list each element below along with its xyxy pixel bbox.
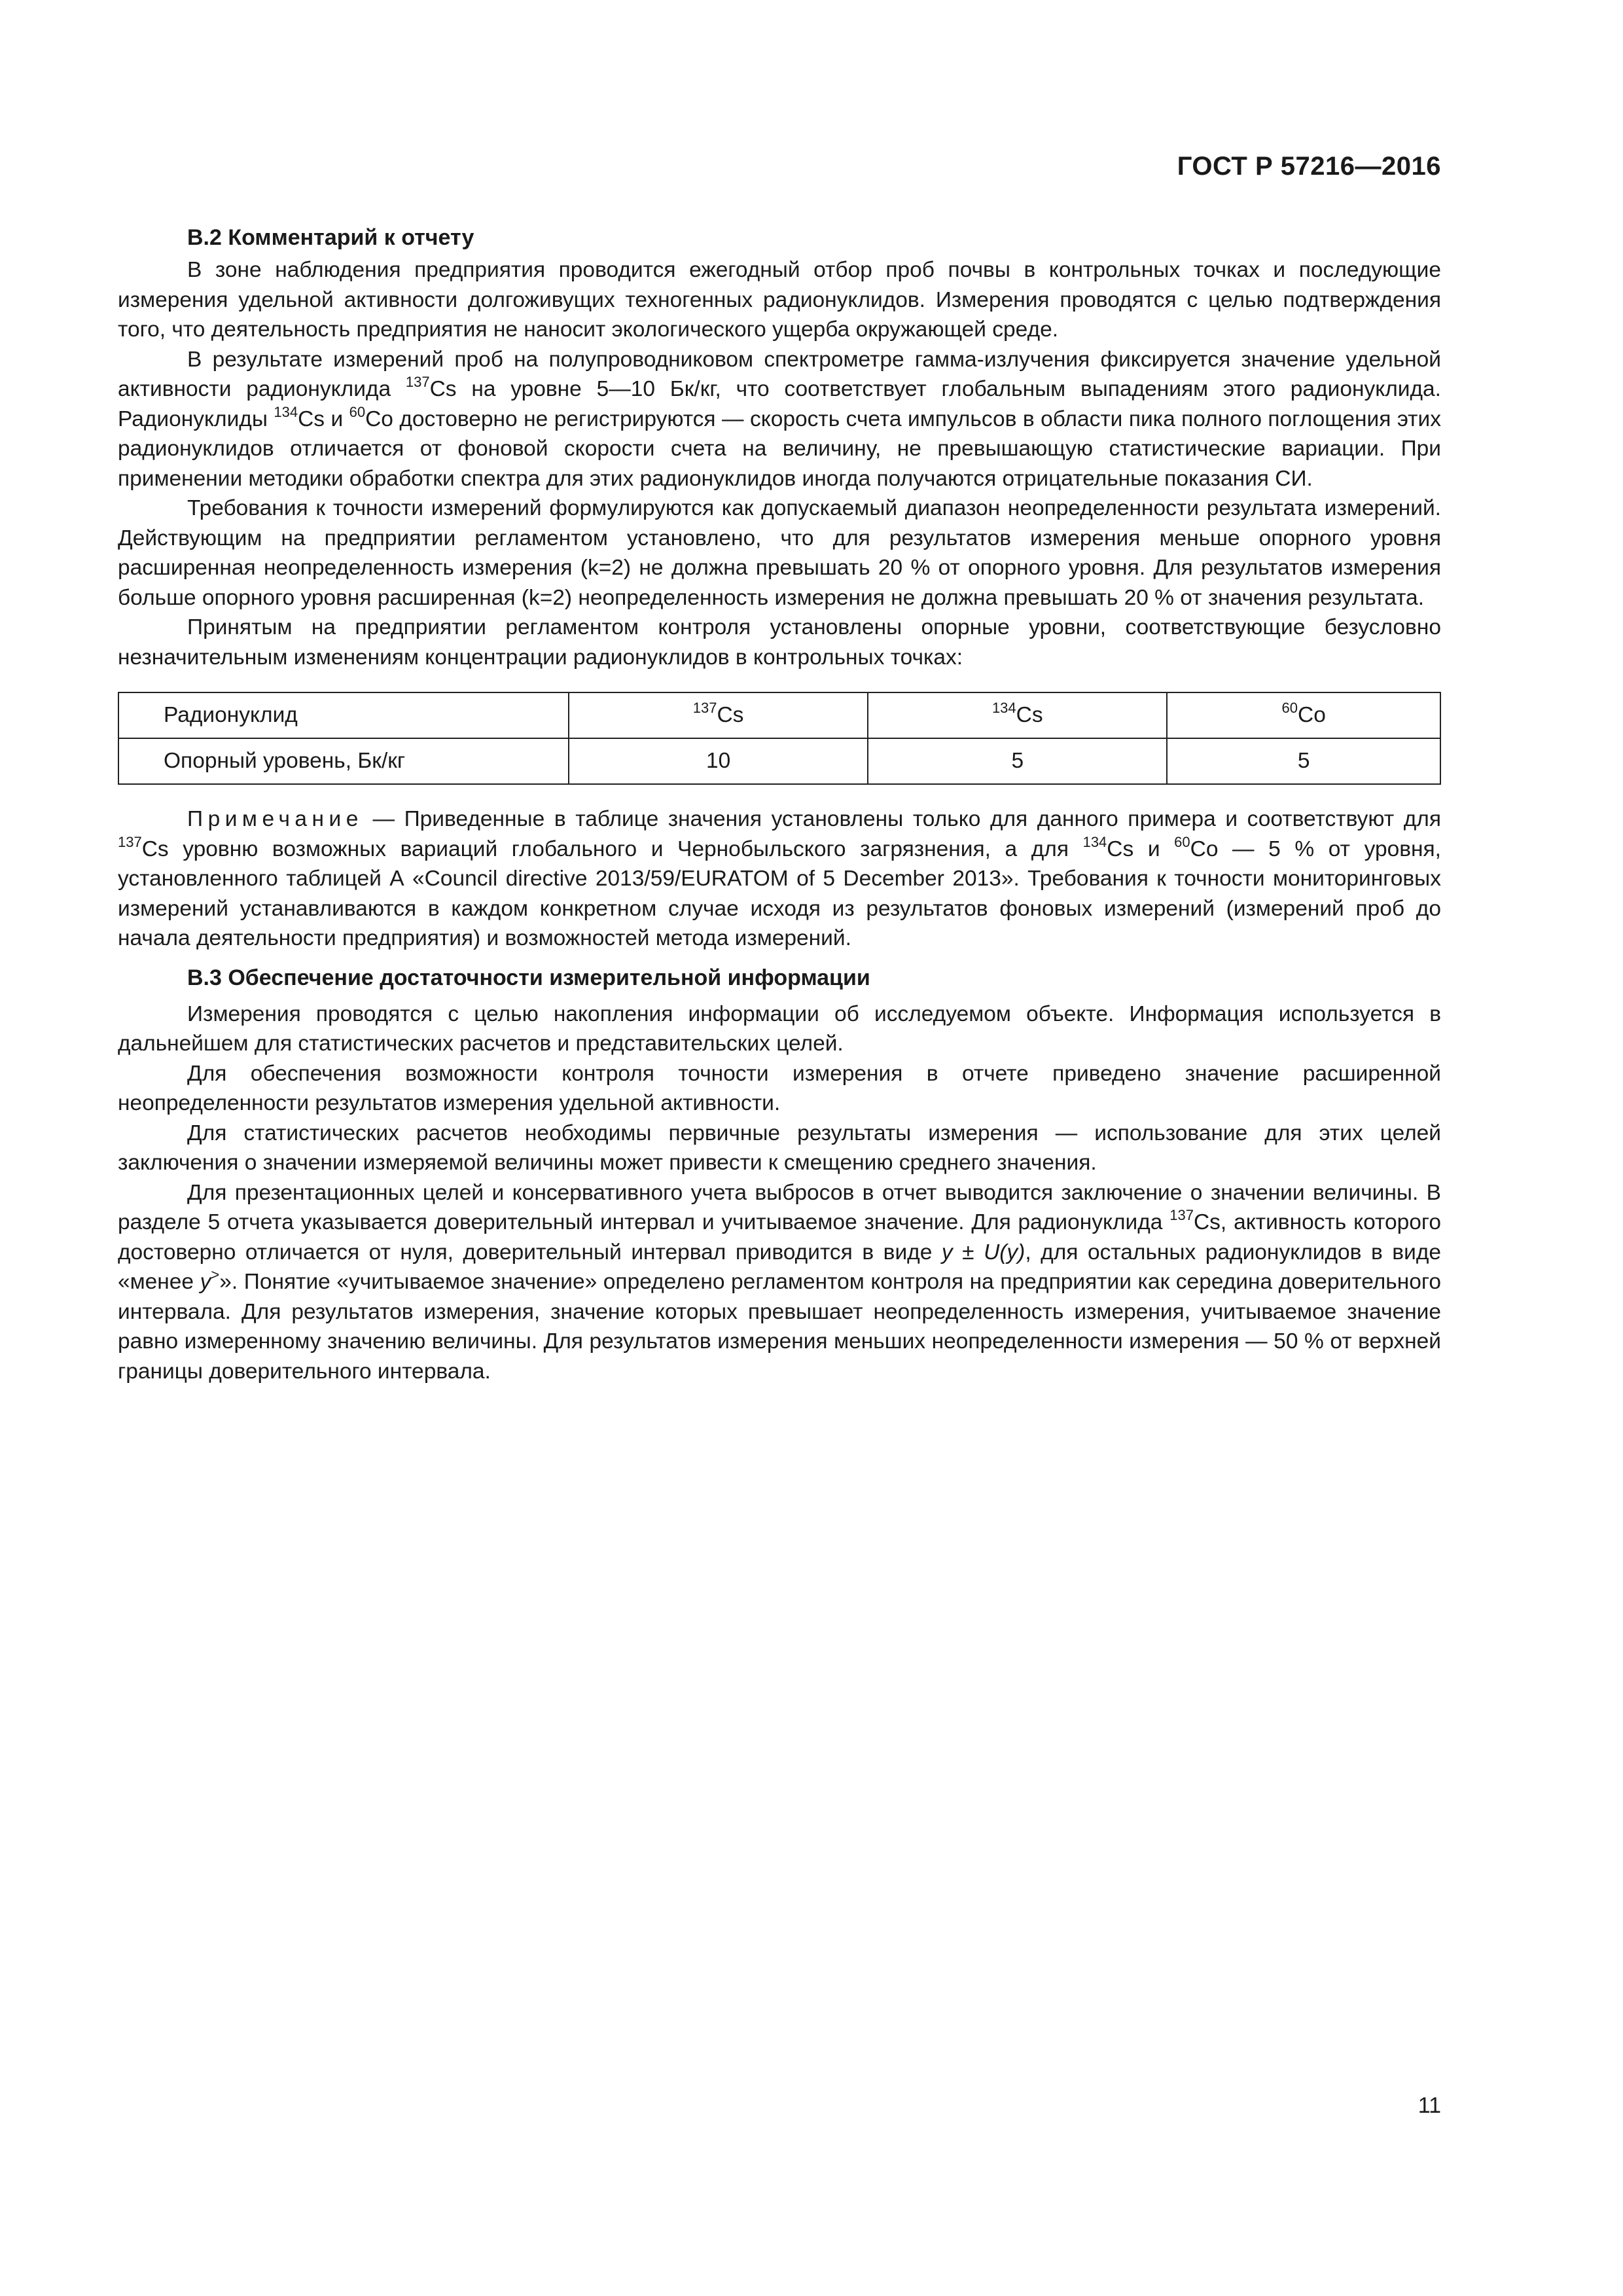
paragraph: В результате измерений проб на полупроводниковом спектрометре гамма-излучения фиксируется значение удельной активности радионуклида $^{137}$Cs на уровне 5—10 Бк/кг, что соответствует глобальным выпадениям этого радионуклида. Радионуклиды $^{134}$Cs и $^{60}$Co достоверно не регистрируются — скорость счета импульсов в области пика полного поглощения этих радионуклидов отличается от фоновой скорости счета на величину, не превышающую статистические вариации. При применении методики обработки спектра для этих радионуклидов иногда получаются отрицательные показания СИ. xyxy=(118,347,1441,491)
reference-levels-table xyxy=(118,692,1441,785)
table-cell: 5 xyxy=(1167,738,1440,784)
formula: y ± U(y) xyxy=(941,1240,1026,1265)
table-cell: $^{137}$Cs xyxy=(569,692,868,738)
page-content xyxy=(118,223,1441,1386)
document-id: ГОСТ Р 57216—2016 xyxy=(1177,152,1441,181)
table-cell: 10 xyxy=(569,738,868,784)
table-cell: 5 xyxy=(868,738,1167,784)
table-cell: $^{134}$Cs xyxy=(868,692,1167,738)
formula: y xyxy=(200,1270,211,1294)
table-row xyxy=(118,738,1440,784)
table-cell: Радионуклид xyxy=(118,692,569,738)
table-cell: Опорный уровень, Бк/кг xyxy=(118,738,569,784)
table-note: Примечание — Приведенные в таблице значения установлены только для данного примера и соответствуют для $^{137}$Cs уровню возможных вариаций глобального и Чернобыльского загрязнения, а для $^{134}$Cs и $^{60}$Co — 5 % от уровня, установленного таблицей А «Council directive 2013/59/EURATOM of 5 December 2013». Требования к точности мониторинговых измерений устанавливаются в каждом конкретном случае исходя из результатов фоновых измерений (измерений проб до начала деятельности предприятия) и возможностей метода измерений. xyxy=(118,807,1441,950)
paragraph: Измерения проводятся с целью накопления информации об исследуемом объекте. Информация используется в дальнейшем для статистических расчетов и представительских целей. xyxy=(118,1001,1441,1056)
section-heading-b2: В.2 Комментарий к отчету xyxy=(187,225,474,250)
paragraph: Для статистических расчетов необходимы первичные результаты измерения — использование для этих целей заключения о значении измеряемой величины может привести к смещению среднего значения. xyxy=(118,1121,1441,1175)
page-number: 11 xyxy=(1418,2093,1441,2118)
paragraph: Для презентационных целей и консервативного учета выбросов в отчет выводится заключение о значении величины. В разделе 5 отчета указывается доверительный интервал и учитываемое значение. Для радионуклида $^{137}$Cs, активность которого достоверно отличается от нуля, доверительный интервал приводится в виде y ± U(y), для остальных радионуклидов в виде «менее y>». Понятие «учитываемое значение» определено регламентом контроля на предприятии как середина доверительного интервала. Для результатов измерения, значение которых превышает неопределенность измерения, учитываемое значение равно измеренному значению величины. Для результатов измерения меньших неопределенности измерения — 50 % от верхней границы доверительного интервала. xyxy=(118,1180,1441,1384)
paragraph: В зоне наблюдения предприятия проводится ежегодный отбор проб почвы в контрольных точках и последующие измерения удельной активности долгоживущих техногенных радионуклидов. Измерения проводятся с целью подтверждения того, что деятельность предприятия не наносит экологического ущерба окружающей среде. xyxy=(118,258,1441,342)
paragraph: Требования к точности измерений формулируются как допускаемый диапазон неопределенности результата измерений. Действующим на предприятии регламентом установлено, что для результатов измерения меньше опорного уровня расширенная неопределенность измерения (k=2) не должна превышать 20 % от опорного уровня. Для результатов измерения больше опорного уровня расширенная (k=2) неопределенность измерения не должна превышать 20 % от значения результата. xyxy=(118,496,1441,610)
note-label: Примечание xyxy=(187,807,363,831)
table-row xyxy=(118,692,1440,738)
paragraph: Для обеспечения возможности контроля точности измерения в отчете приведено значение расширенной неопределенности результатов измерения удельной активности. xyxy=(118,1061,1441,1115)
section-heading-b3: В.3 Обеспечение достаточности измерительной информации xyxy=(187,965,870,990)
table-cell: $^{60}$Co xyxy=(1167,692,1440,738)
paragraph: Принятым на предприятии регламентом контроля установлены опорные уровни, соответствующие безусловно незначительным изменениям концентрации радионуклидов в контрольных точках: xyxy=(118,615,1441,670)
